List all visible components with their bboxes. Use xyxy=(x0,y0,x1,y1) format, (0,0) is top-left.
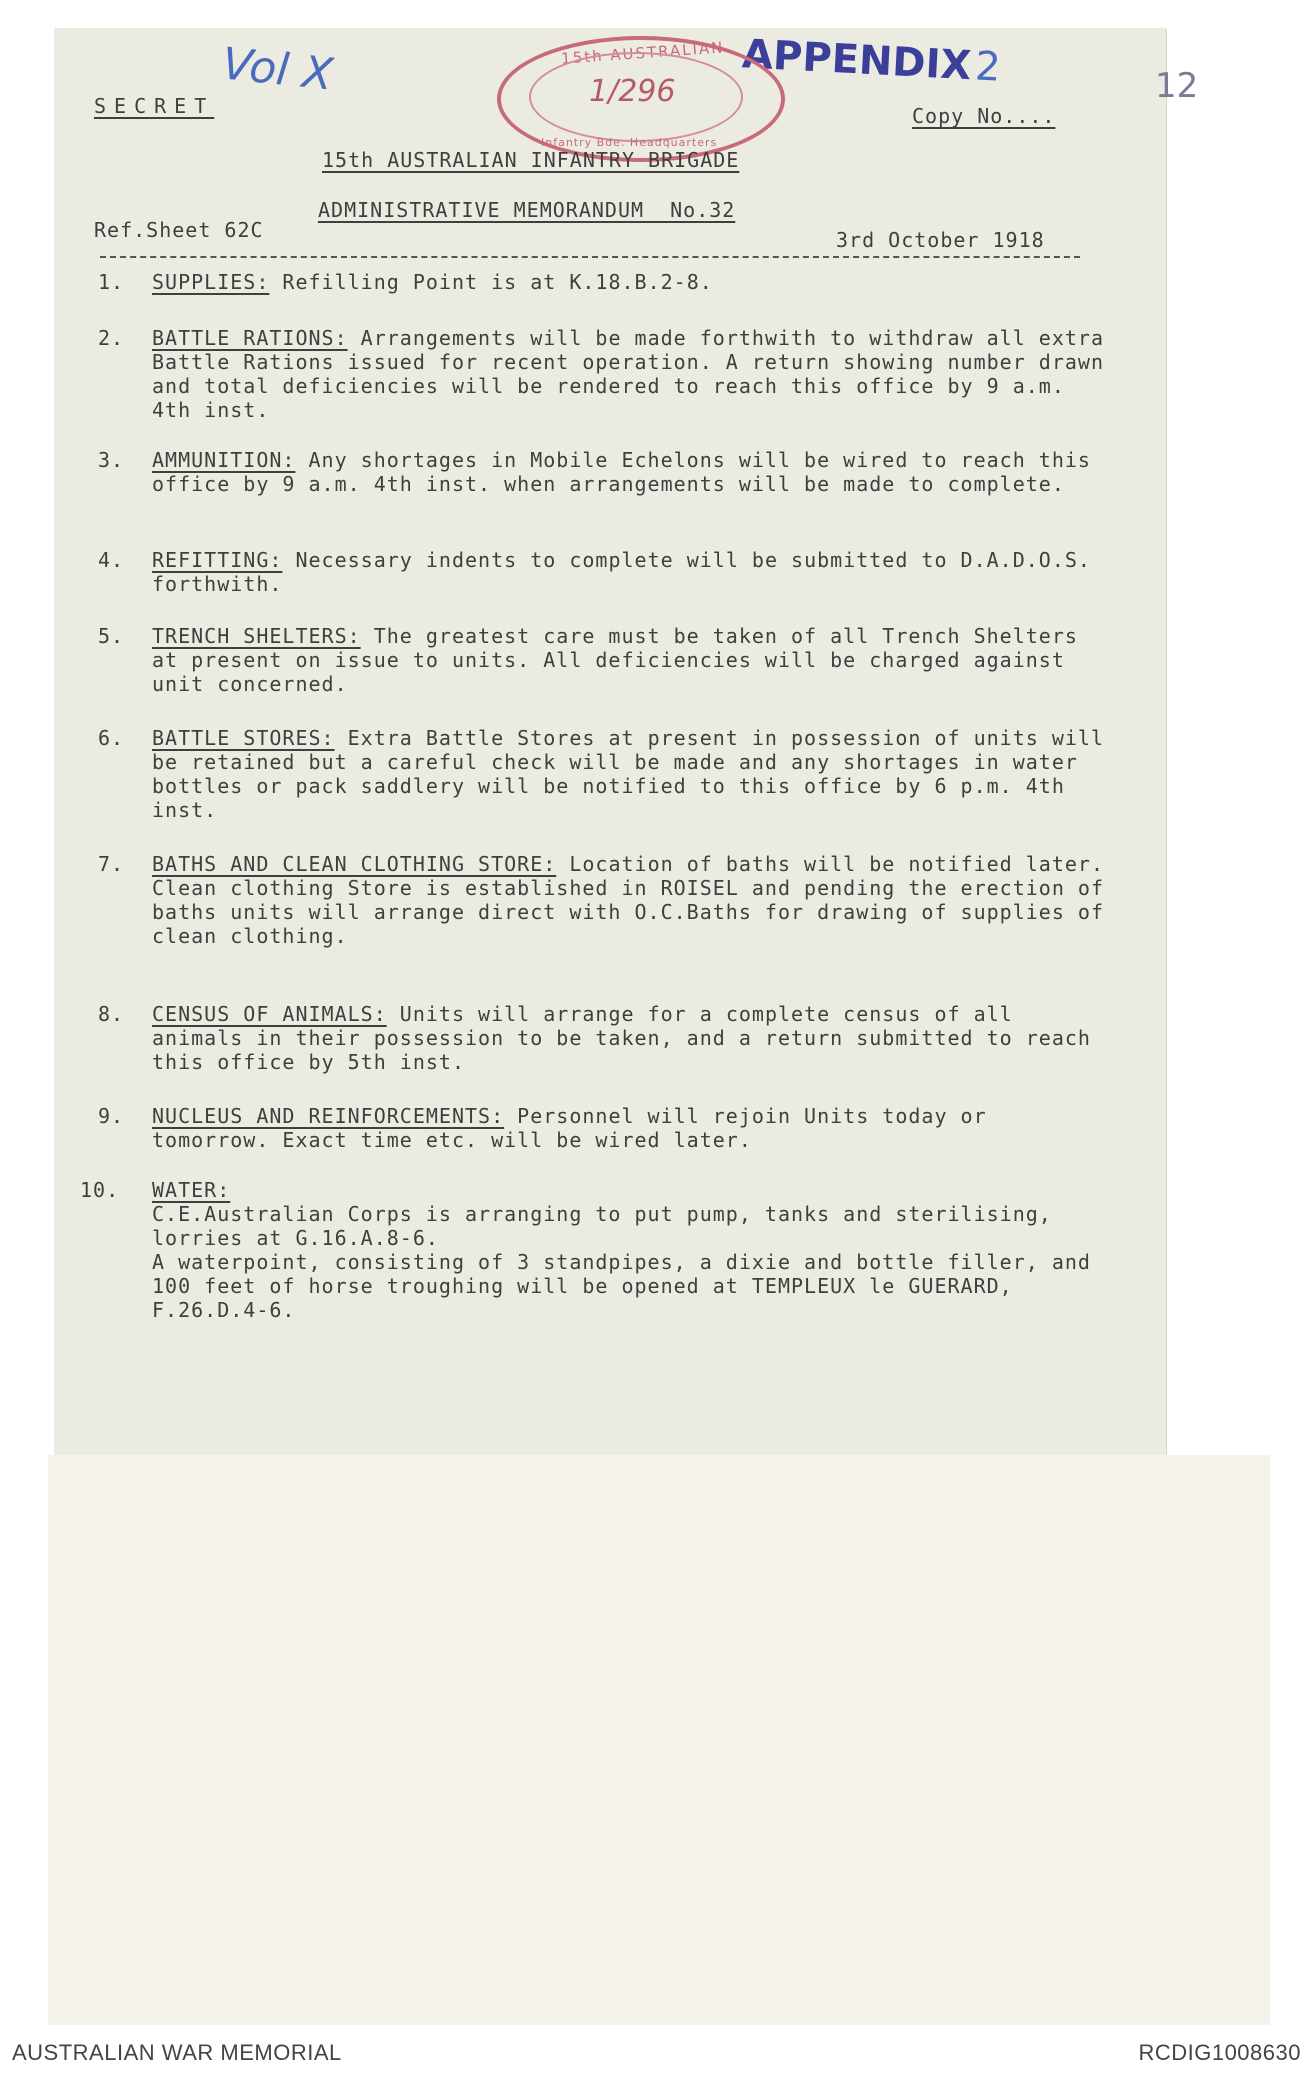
handwritten-volume: Vol X xyxy=(219,38,336,101)
item-heading: SUPPLIES: xyxy=(152,270,270,294)
item-text: Personnel will rejoin Units today or tomorrow. Exact time etc. will be wired later. xyxy=(152,1104,987,1152)
item-extra-text: Clean clothing Store is established in ROISEL and pending the erection of baths units will arrange direct with O.C.Baths for drawing of supplies of clean clothing. xyxy=(152,876,1104,948)
item-body xyxy=(152,726,1112,822)
item-text: Location of baths will be notified later. xyxy=(556,852,1105,876)
item-body xyxy=(152,1178,1112,1322)
item-text: Refilling Point is at K.18.B.2-8. xyxy=(269,270,713,294)
stamp-outer-text: 15th AUSTRALIAN xyxy=(560,38,725,68)
item-body xyxy=(152,1104,1112,1152)
copy-number: Copy No.... xyxy=(912,104,1056,128)
memorandum-title: ADMINISTRATIVE MEMORANDUM No.32 xyxy=(318,198,736,222)
item-heading: BATHS AND CLEAN CLOTHING STORE: xyxy=(152,852,557,876)
unit-name: 15th AUSTRALIAN INFANTRY BRIGADE xyxy=(322,148,740,172)
item-number: 1. xyxy=(98,270,125,294)
item-heading: CENSUS OF ANIMALS: xyxy=(152,1002,387,1026)
item-body xyxy=(152,448,1112,496)
item-number: 5. xyxy=(98,624,125,648)
item-number: 6. xyxy=(98,726,125,750)
item-body xyxy=(152,270,1112,294)
appendix-number: 2 xyxy=(973,43,1002,91)
item-heading: NUCLEUS AND REINFORCEMENTS: xyxy=(152,1104,505,1128)
item-body xyxy=(152,852,1112,948)
reference-sheet: Ref.Sheet 62C xyxy=(94,218,264,242)
item-text: Extra Battle Stores at present in possession of units will be retained but a careful check will be made and any shortages in water bottles or pack saddlery will be notified to this office by 6 p.m. 4th inst. xyxy=(152,726,1104,822)
handwritten-page-number: 12 xyxy=(1155,66,1199,106)
footer-archive-name: AUSTRALIAN WAR MEMORIAL xyxy=(12,2040,342,2065)
appendix-label: APPENDIX xyxy=(740,31,973,90)
item-body xyxy=(152,326,1112,422)
stamp-inner-ring xyxy=(529,52,743,142)
brigade-stamp xyxy=(497,36,785,162)
item-extra-text: C.E.Australian Corps is arranging to put pump, tanks and sterilising, lorries at G.16.A.8-6. xyxy=(152,1202,1052,1250)
item-number: 2. xyxy=(98,326,125,350)
item-number: 8. xyxy=(98,1002,125,1026)
stamp-date: 1/296 xyxy=(589,74,676,109)
item-body xyxy=(152,548,1112,596)
backing-sheet xyxy=(48,1455,1270,2025)
item-heading: BATTLE RATIONS: xyxy=(152,326,348,350)
item-heading: BATTLE STORES: xyxy=(152,726,335,750)
stamp-inner-text: Infantry Bde. Headquarters xyxy=(541,136,718,149)
footer-record-id: RCDIG1008630 xyxy=(1138,2040,1301,2065)
item-extra-text-2: A waterpoint, consisting of 3 standpipes, a dixie and bottle filler, and 100 feet of horse troughing will be opened at TEMPLEUX le GUERARD, F.26.D.4-6. xyxy=(152,1250,1091,1322)
item-text: The greatest care must be taken of all Trench Shelters at present on issue to units. All deficiencies will be charged against unit concerned. xyxy=(152,624,1078,696)
item-number: 4. xyxy=(98,548,125,572)
item-number: 3. xyxy=(98,448,125,472)
classification: SECRET xyxy=(94,94,215,118)
item-text: Units will arrange for a complete census of all animals in their possession to be taken, and a return submitted to reach this office by 5th inst. xyxy=(152,1002,1091,1074)
item-text: Any shortages in Mobile Echelons will be wired to reach this office by 9 a.m. 4th inst. when arrangements will be made to complete. xyxy=(152,448,1091,496)
item-text: Arrangements will be made forthwith to withdraw all extra Battle Rations issued for recent operation. A return showing number drawn and total deficiencies will be rendered to reach this office by 9 a.m. 4th inst. xyxy=(152,326,1105,422)
item-number: 7. xyxy=(98,852,125,876)
item-number: 10. xyxy=(80,1178,120,1202)
item-heading: AMMUNITION: xyxy=(152,448,296,472)
item-number: 9. xyxy=(98,1104,125,1128)
header-divider xyxy=(100,256,1080,258)
memorandum-date: 3rd October 1918 xyxy=(836,228,1045,252)
item-body xyxy=(152,1002,1112,1074)
item-heading: WATER: xyxy=(152,1178,231,1202)
item-text: Necessary indents to complete will be submitted to D.A.D.O.S. forthwith. xyxy=(152,548,1091,596)
item-heading: TRENCH SHELTERS: xyxy=(152,624,361,648)
item-heading: REFITTING: xyxy=(152,548,283,572)
item-body xyxy=(152,624,1112,696)
